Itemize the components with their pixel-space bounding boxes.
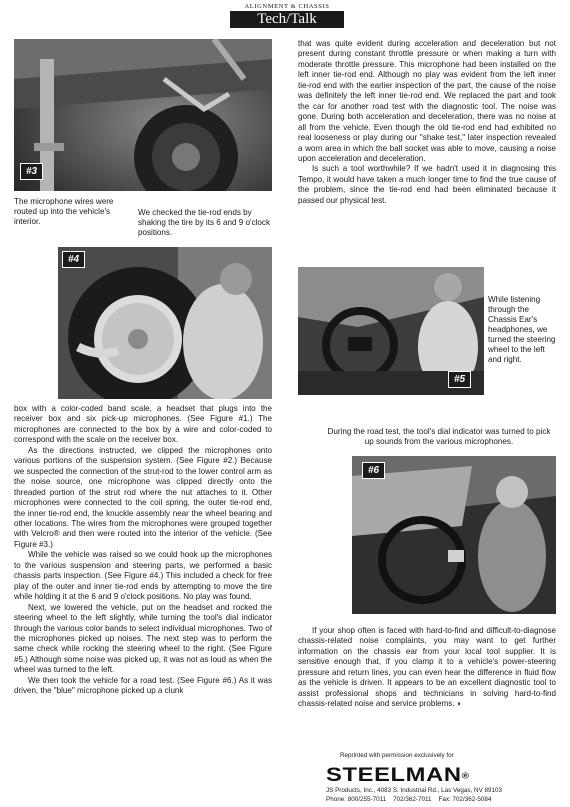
reprint-note: Reprinted with permission exclusively for [340,752,454,759]
right-column-bottom [298,626,556,710]
figure-6-caption: During the road test, the tool's dial indicator was turned to pick up sounds from the various microphones. [327,427,551,446]
paragraph: If your shop often is faced with hard-to-find and difficult-to-diagnose chassis-related noise complaints, you may want to get further information on the chassis ear from your local tool supplier. It is sensitive enough that, if you clamp it to a vehicle's power-steering pressure and return lines, you can even hear the difference in fluid flow as the vehicle is driven. It appears to be an excellent diagnostic tool to assist professional shops and technicians in solving hard-to-find chassis-related noise and service problems. ◗ [298,626,556,709]
registered-mark: ® [461,771,470,781]
paragraph: Next, we lowered the vehicle, put on the headset and rocked the steering wheel to the left slightly, while turning the tool's dial indicator through the various color bands to select individual microphones. Two of the microphones picked up noises. The next step was to perform the same check while rocking the steering wheel to the right. (See Figure #5.) Although some noise was picked up, it was not as loud as when the wheel was turned to the left. [14,602,272,675]
section-title: Tech/Talk [230,11,344,28]
figure-5-photo [298,267,484,395]
paragraph: box with a color-coded band scale, a headset that plugs into the receiver box and six pick-up microphones. (See Figure #1.) The microphones are connected to the box by a wire and color-coded to correspond with the scale on the receiver box. [14,404,272,445]
figure-5-caption: While listening through the Chassis Ear's headphones, we turned the steering wheel to the left and right. [488,295,556,364]
paragraph: We then took the vehicle for a road test. (See Figure #6.) As it was driven, the "blue" microphone picked up a clunk [14,675,272,696]
figure-6-tag: #6 [362,462,385,479]
company-address: JS Products, Inc., 4083 S. Industrial Rd., Las Vegas, NV 89103 [326,787,503,794]
section-kicker: ALIGNMENT & CHASSIS [244,3,330,10]
right-column-top [298,39,556,206]
figure-3-tag: #3 [20,163,43,180]
figure-4-photo [58,247,272,399]
brand-name: STEELMAN [326,765,462,786]
figure-3-caption: The microphone wires were routed up into the vehicle's interior. [14,197,114,226]
paragraph: that was quite evident during acceleration and deceleration but not present during constant throttle pressure or when making a turn with moderate throttle pressure. This microphone had been installed on the left inner tie-rod end. Although no play was evident from the left inner tie-rod end with the earlier inspection of the part, the cause of the noise was definitely the left inner tie-rod end. We replaced the part and took the car for another road test with the diagnostic tool. The noise was gone. During both acceleration and deceleration, there was no noise at all from the vehicle. Even though the old tie-rod end had exhibited no real looseness or play during our "shake test," later inspection revealed a worn area in which the ball socket was able to move, causing a noise upon acceleration and deceleration. [298,39,556,163]
paragraph: Is such a tool worthwhile? If we hadn't used it in diagnosing this Tempo, it would have taken a much longer time to find the true cause of the problem, since the tie-rod end had been eliminated because it passed our physical test. [298,164,556,205]
figure-6-photo [352,456,556,614]
paragraph: As the directions instructed, we clipped the microphones onto various portions of the suspension system. (See Figure #2.) Because we suspected the connection of the strut-rod to the lower control arm as the noise source, one microphone was clipped directly onto the threaded portion of the strut rod where the nut attaches to it. Other microphones were connected to the coil spring, the outer tie-rod end, the inner tie-rod end, the knuckle assembly near the wheel bearing and other locations. The wires from the microphones were grouped together with Velcro® and then were routed into the interior of the vehicle. (See Figure #3.) [14,445,272,549]
figure-3-photo [14,39,272,191]
paragraph: While the vehicle was raised so we could hook up the microphones to the various suspension and steering parts, we performed a basic chassis parts inspection. (See Figure #4.) This included a check for free play of the outer and inner tie-rod ends by attempting to move the tire while holding it at the 6 and 9 o'clock positions. No play was found. [14,550,272,602]
figure-5-tag: #5 [448,371,471,388]
left-column-body [14,404,272,697]
figure-4-tag: #4 [62,251,85,268]
steelman-logo [326,765,470,787]
figure-4-caption: We checked the tie-rod ends by shaking the tire by its 6 and 9 o'clock positions. [138,208,271,237]
company-phone: Phone: 800/255-7011 702/362-7011 Fax: 702/362-5084 [326,796,492,803]
